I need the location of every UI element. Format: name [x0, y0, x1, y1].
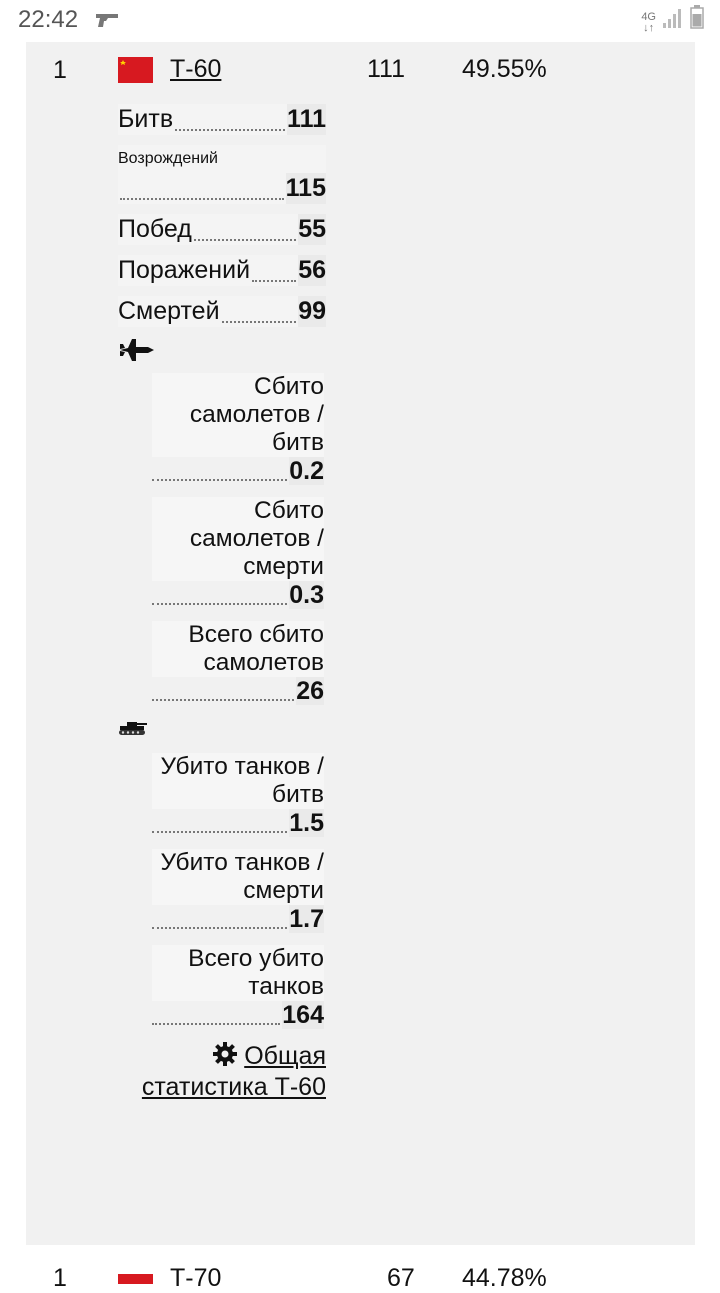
signal-icon: [662, 7, 684, 34]
stat-battles: Битв 111: [118, 105, 326, 133]
next-battles: 67: [387, 1264, 415, 1292]
stat-wins: Побед 55: [118, 215, 326, 243]
stat-respawns: Возрождений 115: [118, 145, 326, 204]
overall-stats: [118, 1041, 326, 1101]
tank-row[interactable]: [26, 42, 695, 98]
tank-stats-card: [26, 42, 695, 1245]
next-rank: 1: [53, 1264, 67, 1292]
stat-tanks-per-battle: Убито танков / битв 1.5: [152, 753, 324, 837]
ussr-flag-icon: [118, 1274, 153, 1284]
win-rate: 49.55%: [462, 55, 547, 83]
network-indicator: 4G ↓↑: [641, 11, 656, 34]
next-tank-name[interactable]: Т-70: [170, 1264, 222, 1292]
tank-icon: [118, 717, 326, 745]
overall-stats-link[interactable]: Общая статистика Т-60: [141, 1042, 326, 1101]
next-win-rate: 44.78%: [462, 1264, 547, 1292]
status-time: 22:42: [18, 6, 79, 33]
next-tank-row[interactable]: [26, 1264, 695, 1292]
stat-deaths: Смертей 99: [118, 297, 326, 325]
stat-tanks-per-death: Убито танков / смерти 1.7: [152, 849, 324, 933]
ussr-flag-icon: [118, 57, 153, 83]
stat-losses: Поражений 56: [118, 256, 326, 284]
jet-icon: [118, 337, 326, 365]
stat-planes-total: Всего сбито самолетов 26: [152, 621, 324, 705]
gear-icon: [212, 1041, 238, 1073]
stat-tanks-total: Всего убито танков 164: [152, 945, 324, 1029]
tank-name-link[interactable]: Т-60: [170, 55, 222, 83]
battery-icon: [690, 5, 704, 34]
rank: 1: [53, 56, 67, 84]
air-stats: [152, 373, 324, 705]
stats-list: [118, 104, 326, 1101]
stat-planes-per-battle: Сбито самолетов / битв 0.2: [152, 373, 324, 485]
stat-planes-per-death: Сбито самолетов / смерти 0.3: [152, 497, 324, 609]
battles-count: 111: [367, 55, 406, 83]
ground-stats: [152, 753, 324, 1029]
status-bar: [0, 0, 720, 42]
pistol-icon: [95, 12, 119, 33]
